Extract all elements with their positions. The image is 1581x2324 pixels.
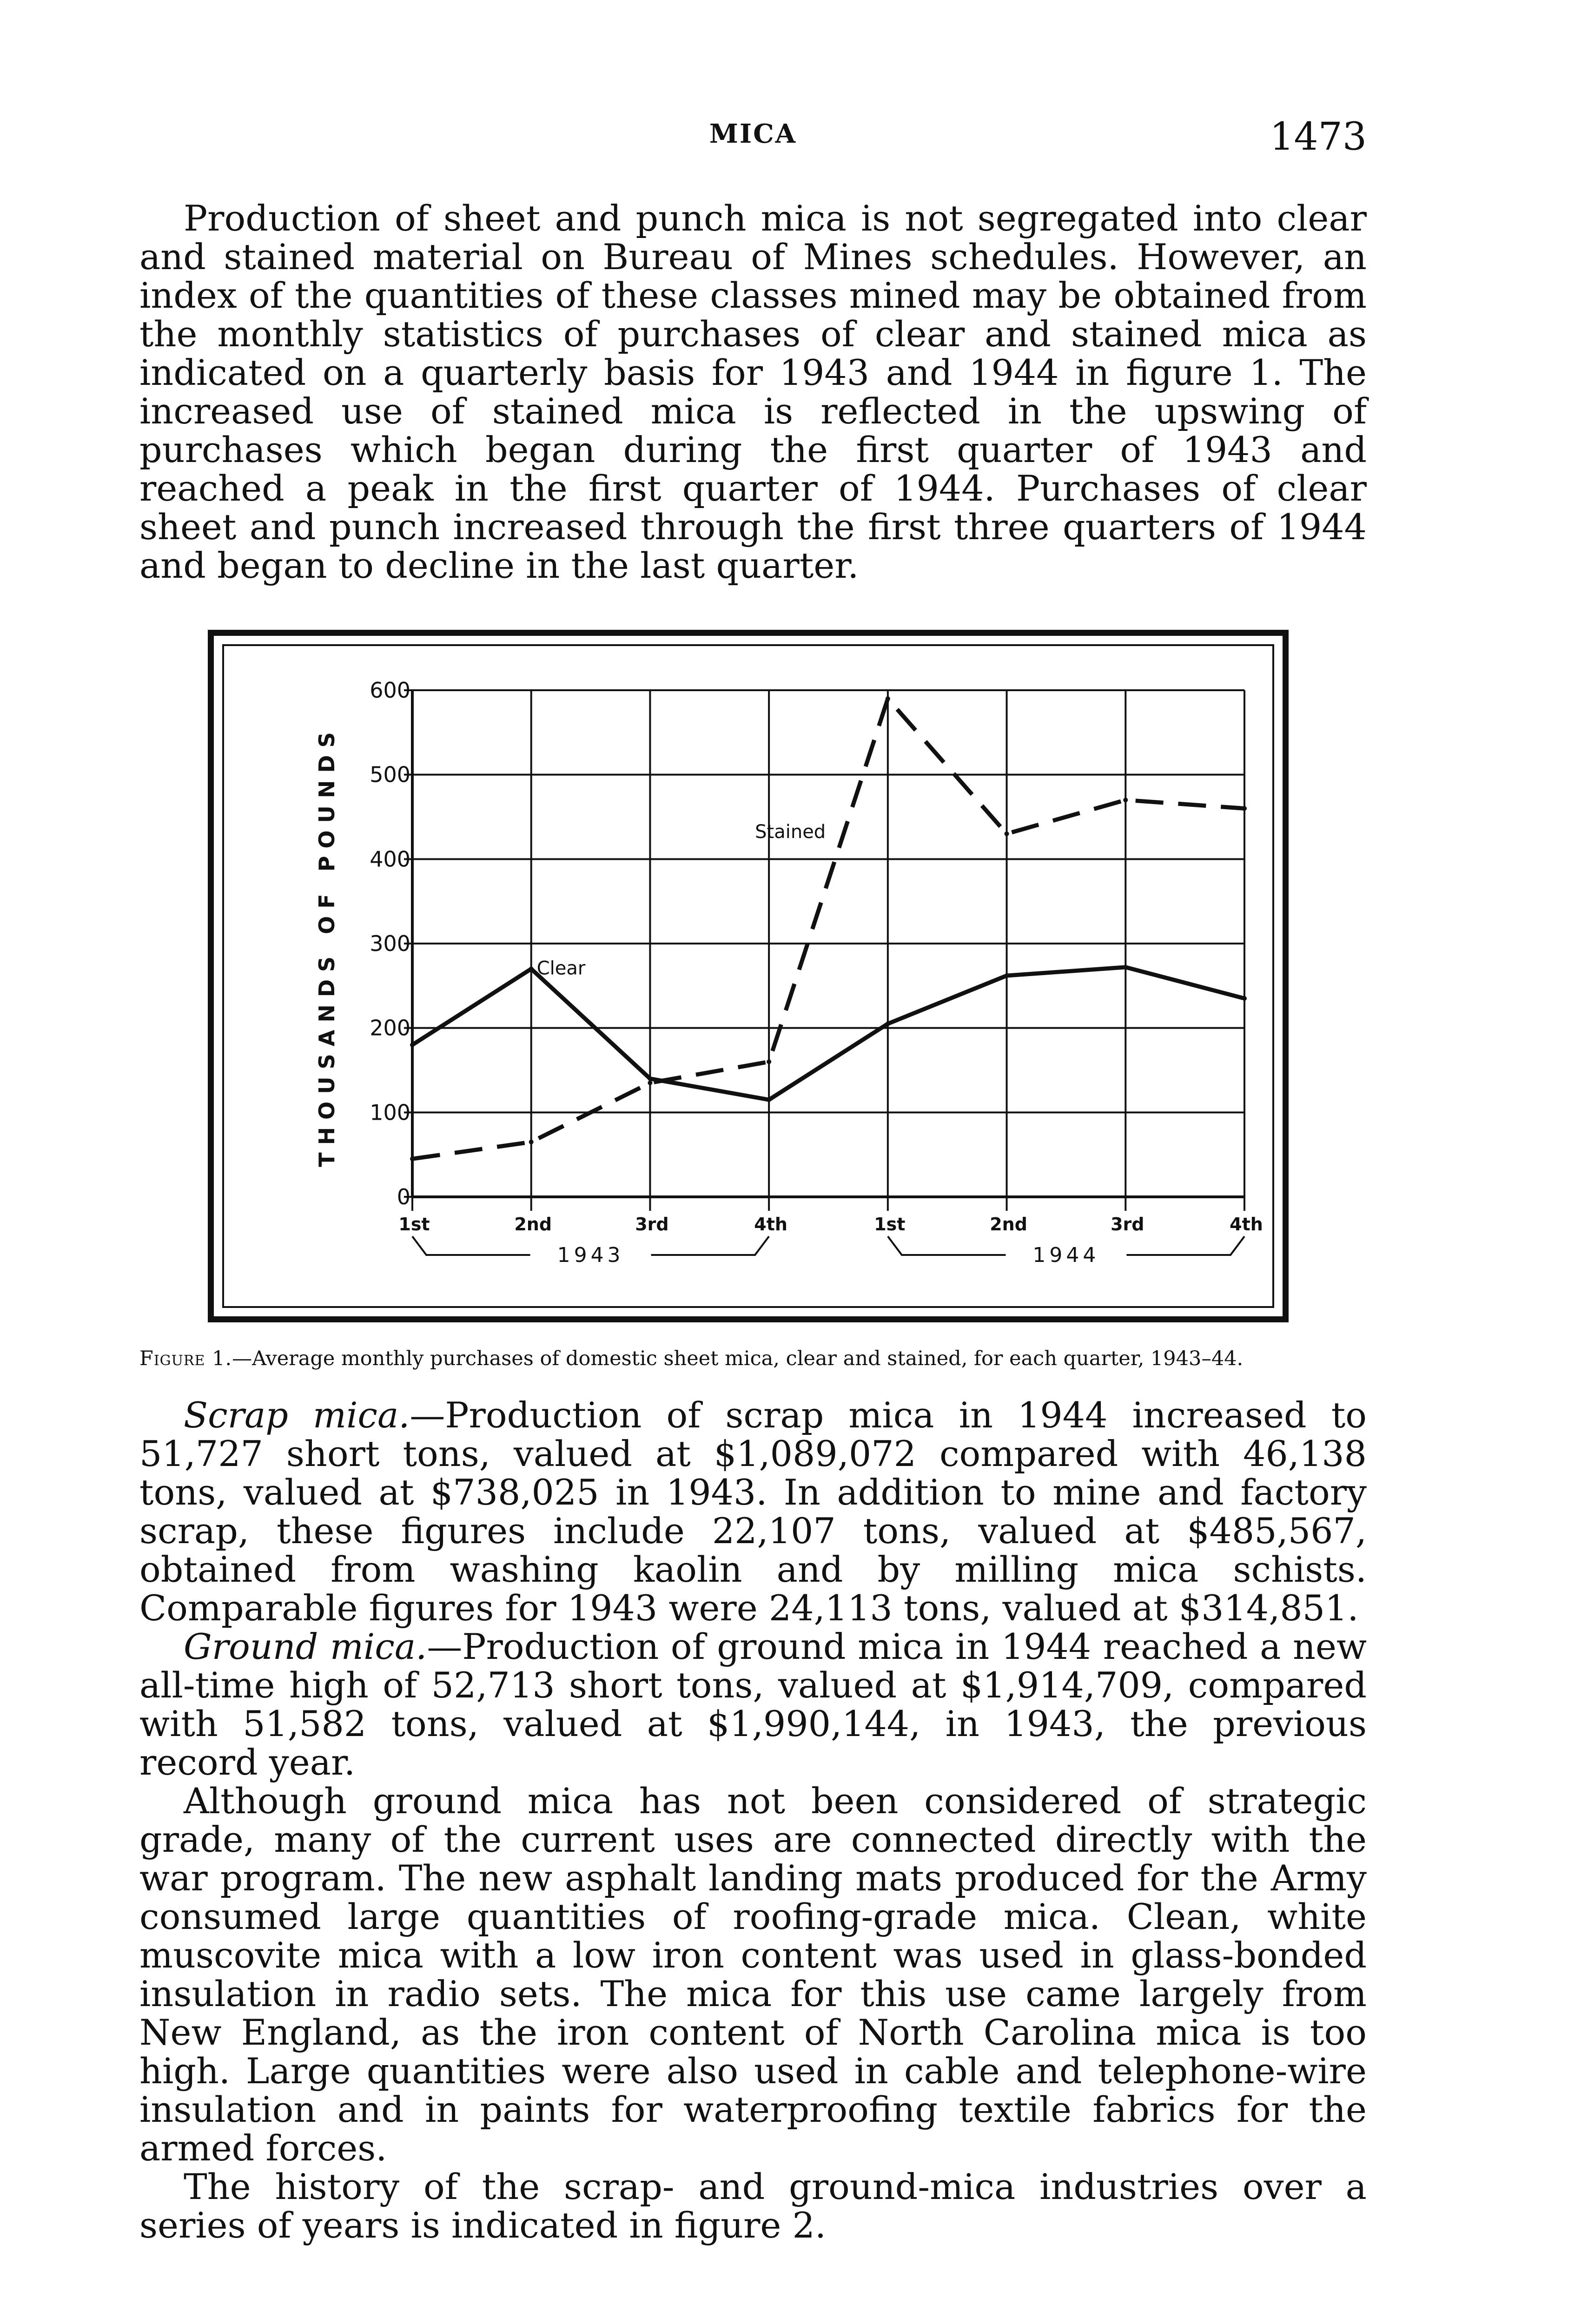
data-point-stained xyxy=(648,1081,652,1085)
intro-section xyxy=(139,199,1367,585)
series-line-stained xyxy=(412,699,1244,1159)
chart-series xyxy=(410,696,1247,1161)
y-tick-label: 100 xyxy=(370,1100,410,1125)
series-label-clear: Clear xyxy=(536,957,586,979)
x-tick-label: 4th xyxy=(1230,1214,1263,1235)
series-label-stained: Stained xyxy=(755,821,826,843)
figure-caption-label: Figure 1. xyxy=(139,1347,232,1370)
y-tick-label: 600 xyxy=(370,678,410,703)
data-point-clear xyxy=(767,1097,771,1102)
body-text xyxy=(139,1396,1367,2245)
y-tick-label: 400 xyxy=(370,846,410,872)
paragraph-ground-mica-uses: Although ground mica has not been considered of strategic grade, many of the current uses are connected directly with the war program. The new asphalt landing mats produced for the Army consumed large quantities of roofing-grade mica. Clean, white muscovite mica with a low iron content was used in glass-bonded insulation in radio sets. The mica for this use came largely from New England, as the iron content of North Carolina mica is too high. Large quantities were also used in cable and telephone-wire insulation and in paints for waterproofing textile fabrics for the armed forces. xyxy=(139,1780,1367,2169)
data-point-stained xyxy=(410,1156,415,1161)
x-tick-label: 1st xyxy=(398,1214,430,1235)
data-point-clear xyxy=(410,1043,415,1047)
x-tick-label: 2nd xyxy=(990,1214,1027,1235)
data-point-stained xyxy=(886,696,890,701)
year-group-label: 1943 xyxy=(557,1243,624,1267)
figure-caption-text: —Average monthly purchases of domestic sheet mica, clear and stained, for each quarter, 1943–44. xyxy=(232,1347,1244,1370)
data-point-clear xyxy=(648,1076,652,1081)
paragraph-heading: Ground mica. xyxy=(184,1626,427,1667)
data-point-clear xyxy=(886,1022,890,1026)
chart-grid xyxy=(412,690,1244,1211)
data-point-clear xyxy=(1005,973,1009,978)
y-tick-label: 0 xyxy=(397,1184,410,1209)
series-line-clear xyxy=(412,967,1244,1100)
year-bracket-left xyxy=(888,1236,1006,1255)
intro-paragraph: Production of sheet and punch mica is not segregated into clear and stained material on Bureau of Mines schedules. However, an index of the quantities of these classes mined may be obtained from the monthly statistics of purchases of clear and stained mica as indicated on a quarterly basis for 1943 and 1944 in figure 1. The increased use of stained mica is reflected in the upswing of purchases which began during the first quarter of 1943 and reached a peak in the first quarter of 1944. Purchases of clear sheet and punch increased through the first three quarters of 1944 and began to decline in the last quarter. xyxy=(139,198,1367,586)
paragraph-heading: Scrap mica. xyxy=(184,1394,410,1436)
year-bracket-left xyxy=(412,1236,530,1255)
page-header xyxy=(139,115,1367,165)
y-axis-label: THOUSANDS OF POUNDS xyxy=(314,725,339,1167)
year-group-label: 1944 xyxy=(1032,1243,1100,1267)
line-chart xyxy=(208,630,1289,1322)
x-tick-label: 4th xyxy=(754,1214,787,1235)
data-point-stained xyxy=(767,1059,771,1064)
paragraph-ground-mica xyxy=(139,1627,1367,1782)
x-tick-label: 1st xyxy=(874,1214,906,1235)
y-tick-label: 300 xyxy=(370,931,410,956)
year-bracket-right xyxy=(651,1236,769,1255)
paragraph-history: The history of the scrap- and ground-mica industries over a series of years is indicated in figure 2. xyxy=(139,2166,1367,2246)
figure-caption xyxy=(139,1347,1367,1370)
running-head: MICA xyxy=(709,119,797,149)
paragraph-scrap-mica xyxy=(139,1396,1367,1627)
chart-labels xyxy=(314,678,1263,1267)
data-point-stained xyxy=(1242,806,1247,811)
data-point-stained xyxy=(1123,798,1128,802)
paragraph-text: —Production of scrap mica in 1944 increased to 51,727 short tons, valued at $1,089,072 compared with 46,138 tons, valued at $738,025 in 1943. In addition to mine and factory scrap, these figures include 22,107 tons, valued at $485,567, obtained from washing kaolin and by milling mica schists. Comparable figures for 1943 were 24,113 tons, valued at $314,851. xyxy=(139,1394,1367,1629)
data-point-clear xyxy=(529,967,534,971)
data-point-stained xyxy=(1005,832,1009,836)
y-tick-label: 200 xyxy=(370,1015,410,1041)
x-tick-label: 3rd xyxy=(1111,1214,1144,1235)
data-point-clear xyxy=(1123,965,1128,970)
year-bracket-right xyxy=(1126,1236,1244,1255)
x-tick-label: 3rd xyxy=(635,1214,669,1235)
y-tick-label: 500 xyxy=(370,762,410,787)
data-point-clear xyxy=(1242,996,1247,1001)
page-number: 1473 xyxy=(1270,115,1367,159)
data-point-stained xyxy=(529,1140,534,1144)
x-tick-label: 2nd xyxy=(514,1214,552,1235)
paragraph-text: —Production of ground mica in 1944 reached a new all-time high of 52,713 short tons, valued at $1,914,709, compared with 51,582 tons, valued at $1,990,144, in 1943, the previous record year. xyxy=(139,1626,1367,1783)
